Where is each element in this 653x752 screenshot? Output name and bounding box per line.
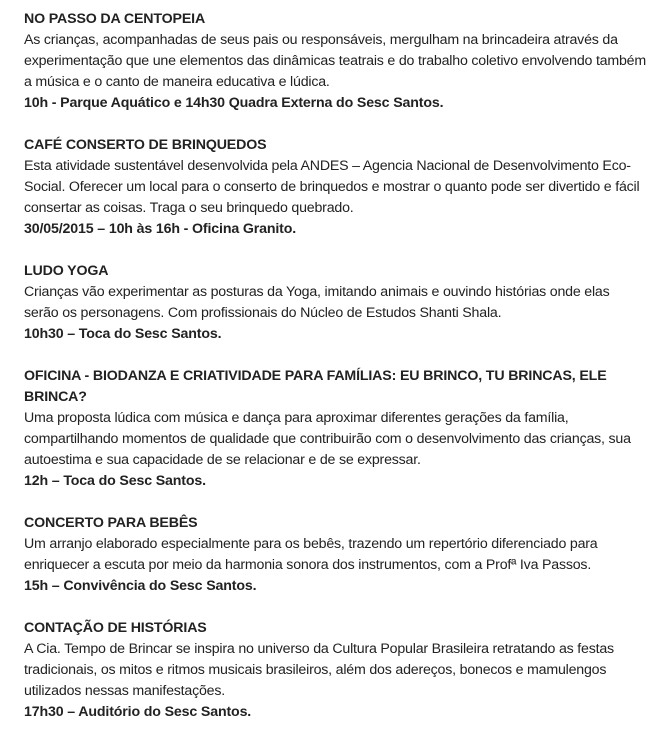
event-title: CONTAÇÃO DE HISTÓRIAS <box>24 620 207 636</box>
event-ludo-yoga <box>24 261 646 345</box>
event-description: Crianças vão experimentar as posturas da Yoga, imitando animais e ouvindo histórias onde elas serão os personagens. Com profissionais do Núcleo de Estudos Shanti Shala. <box>24 284 610 321</box>
event-title: OFICINA - BIODANZA E CRIATIVIDADE PARA FAMÍLIAS: EU BRINCO, TU BRINCAS, ELE BRINCA? <box>24 368 607 405</box>
event-schedule: 30/05/2015 – 10h às 16h - Oficina Granito. <box>24 221 297 237</box>
event-description: A Cia. Tempo de Brincar se inspira no universo da Cultura Popular Brasileira retratando as festas tradicionais, os mitos e ritmos musicais brasileiros, além dos adereços, bonecos e mamulengos utilizados nessas manifestações. <box>24 641 614 699</box>
event-description: Um arranjo elaborado especialmente para os bebês, trazendo um repertório diferenciado para enriquecer a escuta por meio da harmonia sonora dos instrumentos, com a Profª Iva Passos. <box>24 536 598 573</box>
event-cafe-conserto <box>24 135 646 240</box>
event-description: Esta atividade sustentável desenvolvida pela ANDES – Agencia Nacional de Desenvolvimento Eco-Social. Oferecer um local para o conserto de brinquedos e mostrar o quanto pode ser divertido e fácil consertar as coisas. Traga o seu brinquedo quebrado. <box>24 158 640 216</box>
event-title: NO PASSO DA CENTOPEIA <box>24 11 206 27</box>
event-concerto-bebes <box>24 513 646 597</box>
event-biodanza <box>24 366 646 492</box>
event-title: CONCERTO PARA BEBÊS <box>24 515 198 531</box>
event-description: As crianças, acompanhadas de seus pais ou responsáveis, mergulham na brincadeira através da experimentação que une elementos das dinâmicas teatrais e do trabalho coletivo envolvendo também a música e o canto de maneira educativa e lúdica. <box>24 32 646 90</box>
event-schedule: 10h - Parque Aquático e 14h30 Quadra Externa do Sesc Santos. <box>24 95 444 111</box>
event-schedule: 15h – Convivência do Sesc Santos. <box>24 578 257 594</box>
event-description: Uma proposta lúdica com música e dança para aproximar diferentes gerações da família, compartilhando momentos de qualidade que contribuirão com o desenvolvimento das crianças, sua autoestima e sua capacidade de se relacionar e de se expressar. <box>24 410 631 468</box>
event-title: LUDO YOGA <box>24 263 109 279</box>
event-title: CAFÉ CONSERTO DE BRINQUEDOS <box>24 137 267 153</box>
event-schedule: 17h30 – Auditório do Sesc Santos. <box>24 704 252 720</box>
event-centopeia <box>24 9 646 114</box>
event-schedule: 12h – Toca do Sesc Santos. <box>24 473 206 489</box>
event-schedule: 10h30 – Toca do Sesc Santos. <box>24 326 222 342</box>
event-contacao-historias <box>24 618 646 723</box>
